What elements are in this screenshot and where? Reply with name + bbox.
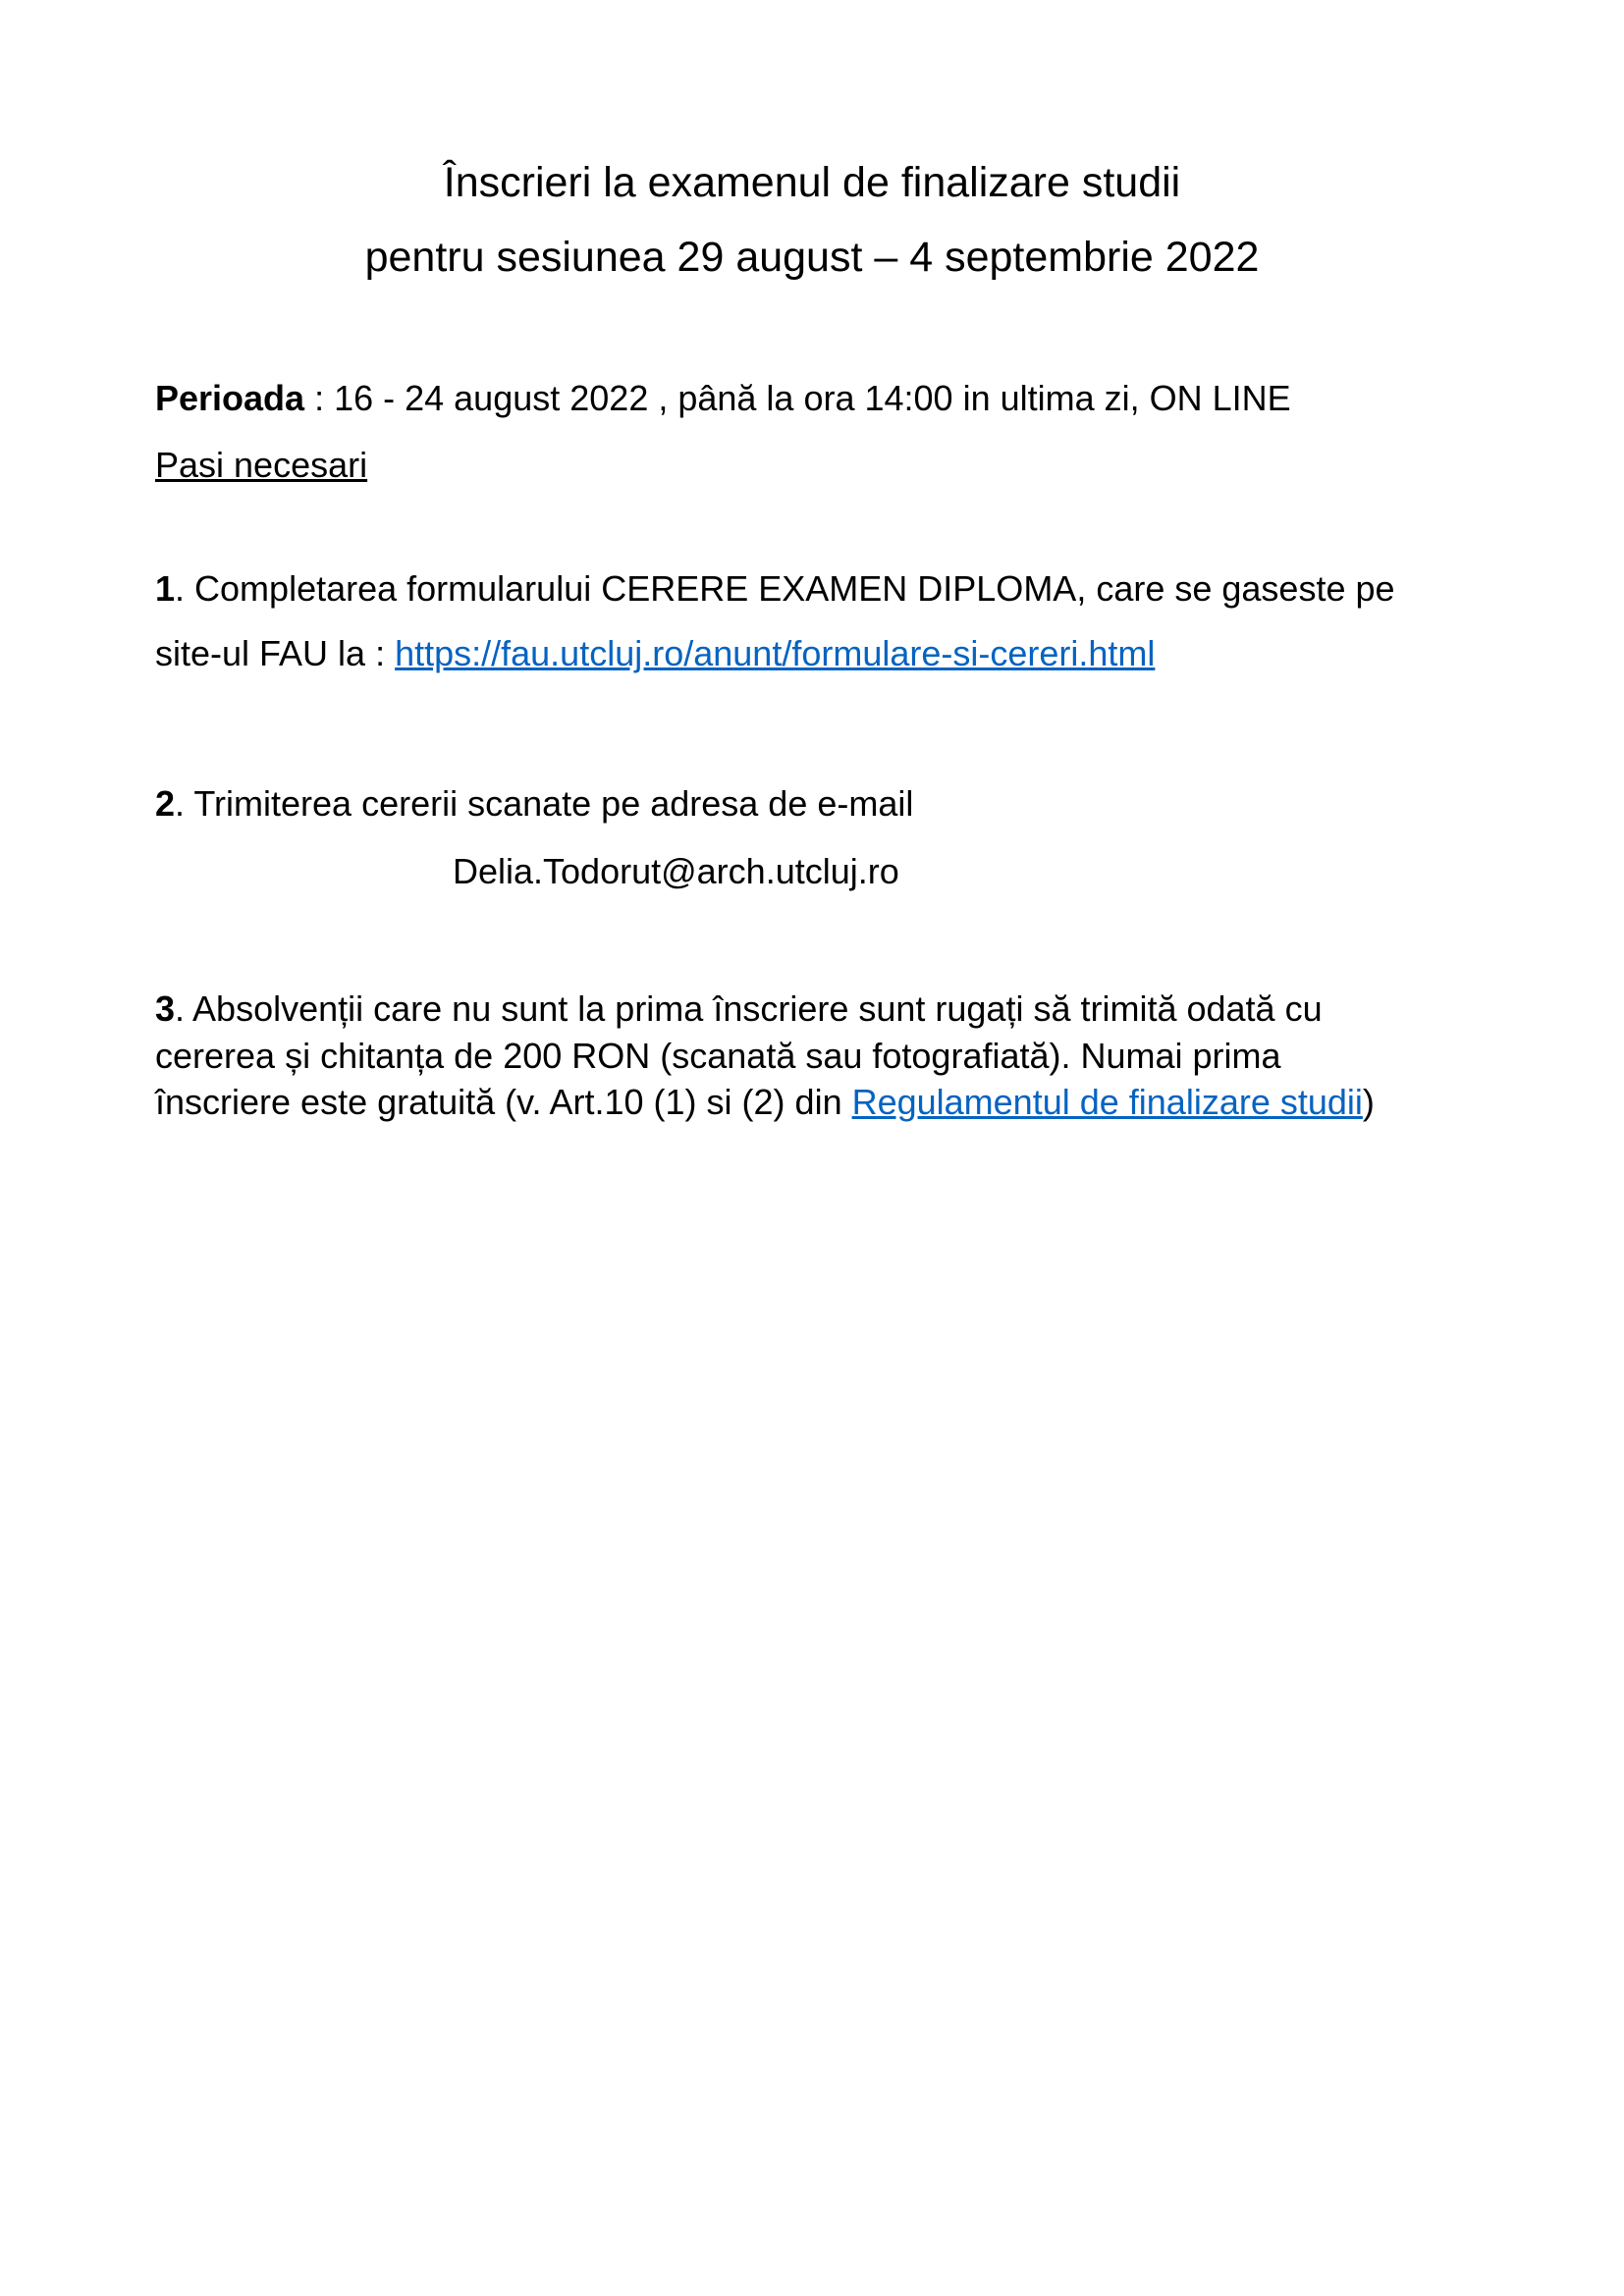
step2-email: Delia.Todorut@arch.utcluj.ro bbox=[453, 851, 899, 891]
period-line bbox=[155, 377, 1291, 420]
regulation-link[interactable]: Regulamentul de finalizare studii bbox=[851, 1082, 1363, 1122]
step3-line-2: cererea și chitanța de 200 RON (scanată sau fotografiată). Numai prima bbox=[155, 1036, 1281, 1076]
steps-heading: Pasi necesari bbox=[155, 445, 368, 485]
period-label: Perioada bbox=[155, 378, 305, 418]
document-title-line-1: Înscrieri la examenul de finalizare studii bbox=[443, 159, 1181, 206]
step1-text: . Completarea formularului CERERE EXAMEN DIPLOMA, care se gaseste pe bbox=[175, 568, 1395, 609]
step3-link-prefix: înscriere este gratuită (v. Art.10 (1) si (2) din bbox=[155, 1082, 852, 1122]
step1-line-2 bbox=[155, 632, 1155, 675]
step2-text: . Trimiterea cererii scanate pe adresa de e-mail bbox=[175, 783, 914, 824]
step1-line-1 bbox=[155, 567, 1395, 611]
step3-line-3 bbox=[155, 1081, 1375, 1124]
document-title-line-2: pentru sesiunea 29 august – 4 septembrie 2022 bbox=[364, 234, 1260, 281]
step1-link-prefix: site-ul FAU la : bbox=[155, 633, 396, 673]
step2-number: 2 bbox=[155, 783, 176, 824]
forms-link[interactable]: https://fau.utcluj.ro/anunt/formulare-si-cereri.html bbox=[395, 633, 1156, 673]
step3-link-suffix: ) bbox=[1362, 1082, 1375, 1122]
period-text: : 16 - 24 august 2022 , până la ora 14:00 in ultima zi, ON LINE bbox=[304, 378, 1291, 418]
step1-number: 1 bbox=[155, 568, 176, 609]
step3-line-1 bbox=[155, 988, 1323, 1031]
step3-number: 3 bbox=[155, 988, 176, 1029]
step3-text: . Absolvenții care nu sunt la prima înscriere sunt rugați să trimită odată cu bbox=[175, 988, 1323, 1029]
step2-line-1 bbox=[155, 782, 913, 826]
